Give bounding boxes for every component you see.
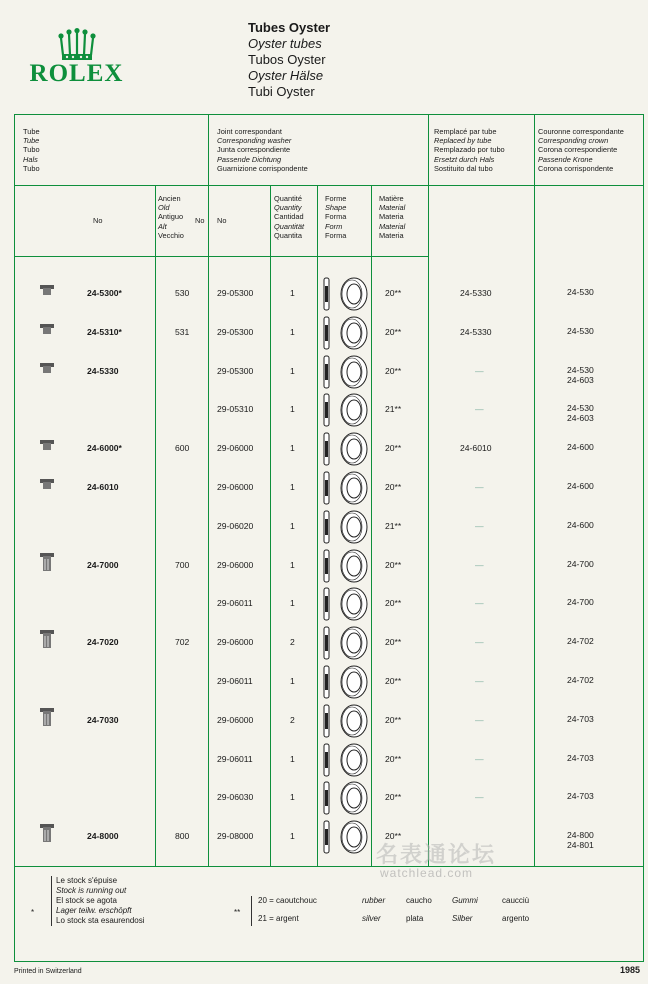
crown-numbers	[567, 403, 594, 423]
material: 20**	[385, 714, 402, 725]
crown-number: 24-700	[567, 558, 594, 569]
crown-number: 24-603	[567, 413, 594, 424]
replaced-by: —	[475, 520, 484, 531]
crown-numbers	[567, 636, 594, 646]
replaced-by: —	[475, 714, 484, 725]
washer-number: 29-06011	[217, 676, 253, 686]
replaced-by: —	[475, 404, 484, 415]
header-old-no: No	[195, 216, 205, 225]
table-row	[15, 624, 643, 660]
crown-number: 24-600	[567, 442, 594, 453]
material: 20**	[385, 365, 402, 376]
table-row	[15, 741, 643, 777]
old-number: 530	[175, 288, 190, 298]
crown-numbers	[567, 481, 594, 491]
quantity: 1	[290, 482, 295, 492]
header-joint: Joint correspondant Corresponding washer Junta correspondiente Passende Dichtung Guarnizione corrispondente	[217, 127, 308, 173]
replaced-by: —	[475, 482, 484, 492]
quantity: 1	[290, 520, 295, 531]
washer-shape-icon	[320, 587, 370, 621]
rolex-logo	[14, 28, 139, 88]
quantity: 1	[290, 598, 295, 609]
tube-number: 24-6010	[87, 482, 119, 492]
tube-number: 24-8000	[87, 831, 119, 842]
replaced-by: 24-5330	[460, 326, 492, 337]
crown-numbers	[567, 559, 594, 569]
washer-number: 29-06000	[217, 482, 254, 492]
material: 20**	[385, 559, 402, 570]
material: 20**	[385, 443, 402, 454]
table-row	[15, 779, 643, 815]
tube-icon	[40, 553, 54, 571]
table-row	[15, 585, 643, 621]
quantity: 1	[290, 288, 295, 298]
crown-numbers	[567, 675, 594, 685]
material: 20**	[385, 792, 402, 803]
title-fr: Tubes Oyster	[248, 20, 331, 35]
table-row	[15, 663, 643, 699]
tube-icon	[40, 363, 54, 373]
title-es: Tubos Oyster	[248, 52, 326, 67]
washer-number: 29-06011	[217, 598, 253, 609]
washer-number: 29-06000	[217, 559, 254, 570]
table-row	[15, 430, 643, 466]
crown-number: 24-530	[567, 325, 594, 336]
crown-number: 24-700	[567, 597, 594, 608]
crown-numbers	[567, 520, 594, 530]
crown-number: 24-530	[567, 403, 594, 414]
washer-shape-icon	[320, 781, 370, 815]
old-number: 700	[175, 559, 190, 570]
table-row	[15, 314, 643, 350]
washer-shape-icon	[320, 549, 370, 583]
table-row	[15, 275, 643, 311]
replaced-by: —	[475, 559, 484, 570]
table-row	[15, 508, 643, 544]
material: 21**	[385, 520, 402, 531]
tube-number: 24-5310*	[87, 326, 122, 337]
title-de: Oyster Hälse	[248, 68, 324, 83]
crown-numbers	[567, 714, 594, 724]
tube-icon	[40, 440, 54, 450]
footnote-double-star: **	[234, 908, 241, 917]
washer-shape-icon	[320, 665, 370, 699]
washer-shape-icon	[320, 316, 370, 350]
crown-numbers	[567, 753, 594, 763]
washer-shape-icon	[320, 626, 370, 660]
replaced-by: —	[475, 598, 484, 609]
crown-number: 24-530	[567, 364, 594, 375]
quantity: 1	[290, 753, 295, 764]
quantity: 1	[290, 365, 295, 376]
old-number: 531	[175, 326, 190, 337]
replaced-by: —	[475, 637, 484, 648]
washer-number: 29-06000	[217, 714, 254, 725]
watermark-url: watchlead.com	[380, 866, 474, 880]
tube-number: 24-7030	[87, 714, 119, 725]
washer-number: 29-05300	[217, 326, 254, 337]
table-row	[15, 547, 643, 583]
old-number: 600	[175, 443, 190, 454]
material: 20**	[385, 598, 402, 609]
washer-number: 29-06030	[217, 792, 254, 803]
crown-number: 24-702	[567, 636, 594, 647]
replaced-by: —	[475, 676, 484, 686]
header-tube: Tube Tube Tubo Hals Tubo	[23, 127, 40, 173]
parts-table	[14, 114, 644, 867]
header-crown: Couronne correspondante Corresponding crown Corona correspondiente Passende Krone Corona corrispondente	[538, 127, 624, 173]
quantity: 1	[290, 404, 295, 415]
header-material: Matière Material Materia Material Materia	[379, 194, 406, 240]
footnote-stock: Le stock s'épuise Stock is running out El stock se agota Lager teilw. erschöpft Lo stock sta esaurendosi	[51, 876, 145, 926]
tube-icon	[40, 824, 54, 842]
page-title	[248, 20, 330, 100]
old-number: 800	[175, 831, 190, 842]
crown-numbers	[567, 326, 594, 336]
quantity: 1	[290, 443, 295, 454]
quantity: 2	[290, 637, 295, 648]
crown-number: 24-600	[567, 519, 594, 530]
washer-shape-icon	[320, 432, 370, 466]
brand-name: ROLEX	[29, 60, 124, 87]
watermark: 名表通论坛	[376, 842, 497, 867]
quantity: 1	[290, 792, 295, 803]
washer-number: 29-06011	[217, 753, 253, 764]
header-old: Ancien Old Antiguo Alt Vecchio	[158, 194, 184, 240]
washer-shape-icon	[320, 820, 370, 854]
crown-icon	[58, 28, 96, 62]
washer-shape-icon	[320, 471, 370, 505]
crown-number: 24-703	[567, 713, 594, 724]
quantity: 1	[290, 326, 295, 337]
replaced-by: 24-5330	[460, 288, 492, 298]
crown-number: 24-800	[567, 830, 594, 841]
tube-icon	[40, 285, 54, 295]
washer-shape-icon	[320, 743, 370, 777]
material: 20**	[385, 326, 402, 337]
title-it: Tubi Oyster	[248, 84, 315, 99]
material: 20**	[385, 637, 402, 648]
crown-numbers	[567, 287, 594, 297]
tube-number: 24-7020	[87, 637, 119, 648]
washer-shape-icon	[320, 355, 370, 389]
header-shape: Forme Shape Forma Form Forma	[325, 194, 347, 240]
header-no: No	[93, 216, 103, 225]
tube-number: 24-5330	[87, 365, 119, 376]
printed-note: Printed in Switzerland	[14, 968, 82, 975]
washer-number: 29-05300	[217, 288, 254, 298]
old-number: 702	[175, 637, 190, 648]
footnote-materials: 20 = caoutchouc rubber caucho Gummi caucciù 21 = argent silver plata Silber argento	[251, 896, 566, 926]
crown-numbers	[567, 597, 594, 607]
crown-number: 24-703	[567, 791, 594, 802]
washer-number: 29-05300	[217, 365, 254, 376]
material: 20**	[385, 753, 402, 764]
crown-numbers	[567, 791, 594, 801]
tube-icon	[40, 479, 54, 489]
tube-number: 24-7000	[87, 559, 119, 570]
washer-shape-icon	[320, 510, 370, 544]
footnote-star: *	[31, 908, 35, 917]
washer-shape-icon	[320, 704, 370, 738]
crown-numbers	[567, 442, 594, 452]
header-quantity: Quantité Quantity Cantidad Quantität Quantita	[274, 194, 304, 240]
quantity: 1	[290, 559, 295, 570]
title-en: Oyster tubes	[248, 36, 322, 51]
header-replaced: Remplacé par tube Replaced by tube Remplazado por tubo Ersetzt durch Hals Sostituito dal tubo	[434, 127, 505, 173]
crown-number: 24-530	[567, 287, 594, 297]
washer-number: 29-08000	[217, 831, 254, 842]
material: 20**	[385, 676, 402, 686]
replaced-by: —	[475, 753, 484, 764]
footnote-box	[14, 866, 644, 962]
washer-shape-icon	[320, 277, 370, 311]
replaced-by: 24-6010	[460, 443, 492, 454]
washer-number: 29-06000	[217, 443, 254, 454]
crown-number: 24-603	[567, 374, 594, 385]
washer-number: 29-06000	[217, 637, 254, 648]
year: 1985	[619, 965, 640, 975]
tube-icon	[40, 708, 54, 726]
washer-number: 29-06020	[217, 520, 254, 531]
quantity: 2	[290, 714, 295, 725]
table-row	[15, 702, 643, 738]
replaced-by: —	[475, 792, 484, 803]
material: 20**	[385, 482, 402, 492]
crown-number: 24-703	[567, 752, 594, 763]
material: 21**	[385, 404, 402, 415]
crown-numbers	[567, 365, 594, 385]
material: 20**	[385, 288, 402, 298]
replaced-by: —	[475, 365, 484, 376]
washer-shape-icon	[320, 393, 370, 427]
crown-number: 24-600	[567, 481, 594, 491]
crown-number: 24-801	[567, 840, 594, 851]
quantity: 1	[290, 676, 295, 686]
crown-numbers	[567, 830, 594, 850]
table-row	[15, 353, 643, 389]
header-joint-no: No	[217, 216, 227, 225]
tube-number: 24-6000*	[87, 443, 122, 454]
table-row	[15, 391, 643, 427]
table-row	[15, 818, 643, 854]
tube-number: 24-5300*	[87, 288, 122, 298]
washer-number: 29-05310	[217, 404, 254, 415]
table-row	[15, 469, 643, 505]
tube-icon	[40, 324, 54, 334]
quantity: 1	[290, 831, 295, 842]
crown-number: 24-702	[567, 675, 594, 685]
tube-icon	[40, 630, 54, 648]
material: 20**	[385, 831, 402, 842]
